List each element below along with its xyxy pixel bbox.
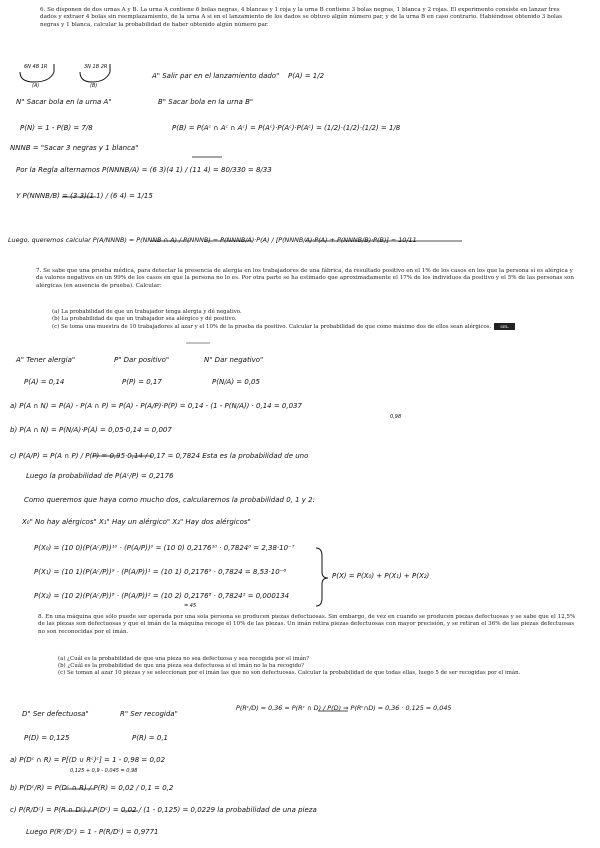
conditional-a: Por la Regla alternamos P(NNNB/A) = (6 3)(4 1) / (11 4) = 80/330 = 8/33 [16,166,272,174]
event-recogida: R" Ser recogida" [120,710,178,718]
prob-alergia: P(A) = 0,14 [24,378,65,386]
event-negativo: N" Dar negativo" [204,356,264,364]
prob-positivo: P(P) = 0,17 [122,378,162,386]
prob-x1: P(X₁) = (10 1)(P(Aᶜ/P))⁹ · (P(A/P))¹ = (10 1) 0,2176⁹ · 0,7824 = 8,53·10⁻⁶ [34,568,287,576]
prob-recogida: P(R) = 0,1 [132,734,168,742]
problem-6-statement: 6. Se disponen de dos urnas A y B. La urna A contiene 6 bolas negras, 4 blancas y 1 roja y la urna B contiene 3 bolas negras, 1 blanca y 2 rojas. El experimento consiste en lanzar tres dados y extraer 4 bolas sin reemplazamiento, de la urna A si en el lanzamiento de los dados se obtuvo algún número par, y de la urna B en caso contrario. Habiéndose obtenido 3 bolas negras y 1 blanca, calcular la probabilidad de haber obtenido algún número par. [40,7,563,28]
answer-7c-plan: Como queremos que haya como mucho dos, calcularemos la probabilidad 0, 1 y 2: [24,496,315,504]
prob-rc-given-d: P(Rᶜ/D) = 0,36 = P(Rᶜ ∩ D) / P(D) ⇒ P(Rᶜ∩D) = 0,36 · 0,125 = 0,045 [236,704,452,712]
answer-7b: b) P(A ∩ N) = P(N/A)·P(A) = 0,05·0,14 = 0,007 [10,426,172,434]
problem-7-statement: 7. Se sabe que una prueba médica, para detectar la presencia de alergia en los trabajadores de una fábrica, da resultado positivo en el 1% de los casos en los que la persona sí es alérgica y da valores negativos en un 99% de los casos en que la persona no lo es. Por otra parte se ha estimado que aproximadamente el 17% de los individuos da positivo y el 5% de las personas son alérgicas (en ausencia de prueba). Calcular: [36,268,575,289]
bayes-final: Luego, queremos calcular P(A/NNNB) = P(NNNB ∩ A) / P(NNNB) = P(NNNB/A)·P(A) / [P(NNNB/A)·P(A) + P(NNNB/B)·P(B)] = 10/11 [8,236,417,244]
urn-a-label: (A) [32,83,40,89]
problem-8-item-b: (b) ¿Cuál es la probabilidad de que una pieza sea defectuosa si el imán no la ha recogido? [58,663,305,669]
problem-7-item-a: (a) La probabilidad de que un trabajador tenga alergia y dé negativo. [52,309,242,315]
prob-a: P(A) = 1/2 [288,72,325,80]
event-defectuosa: D" Ser defectuosa" [22,710,89,718]
answer-7c: c) P(A/P) = P(A ∩ P) / P(P) = 0,95·0,14 / 0,17 = 0,7824 Esta es la probabilidad de uno [10,452,309,460]
prob-n: P(N) = 1 - P(B) = 7/8 [20,124,93,132]
problem-8-item-a: (a) ¿Cuál es la probabilidad de que una pieza no sea defectuosa y sea recogida por el imán? [58,656,310,662]
answer-8a: a) P(Dᶜ ∩ R) = P[(D ∪ Rᶜ)ᶜ] = 1 - 0,98 = 0,02 [10,756,166,764]
nnnb-definition: NNNB = "Sacar 3 negras y 1 blanca" [10,144,139,152]
problem-7-items [52,309,572,331]
event-b-definition: B" Sacar bola en la urna B" [158,98,254,106]
answer-7a-sub: 0,98 [390,414,402,420]
answer-8c: c) P(R/Dᶜ) = P(R ∩ Dᶜ) / P(Dᶜ) = 0,02 / (1 - 0,125) = 0,0229 la probabilidad de una pieza [10,806,317,814]
prob-x2: P(X₂) = (10 2)(P(Aᶜ/P))⁸ · (P(A/P))² = (10 2) 0,2176⁸ · 0,7824² = 0,000134 [34,592,290,600]
sum-x: P(X) = P(X₀) + P(X₁) + P(X₂) [332,572,430,580]
urn-a-contents: 6N 4B 1R [24,64,48,70]
answer-7a: a) P(A ∩ N) = P(A) - P(A ∩ P) = P(A) - P(A/P)·P(P) = 0,14 - (1 - P(N/A)) · 0,14 = 0,037 [10,402,302,410]
x-definitions: X₀" No hay alérgicos" X₁" Hay un alérgico" X₂" Hay dos alérgicos" [22,518,251,526]
prob-neg-given-alergia: P(N/A) = 0,05 [212,378,260,386]
problem-7-item-b: (b) La probabilidad de que un trabajador sea alérgico y dé positivo. [52,316,237,322]
redaction-mark: SEL [494,323,514,330]
problem-8-item-c: (c) Se toman al azar 10 piezas y se seleccionan por el imán las que no son defectuosas. Calcular la probabilidad de que todas ellas, luego 5 de ser recogidas por el imán. [58,670,521,676]
event-alergia: A" Tener alergia" [16,356,76,364]
problem-7-item-c: (c) Se toma una muestra de 10 trabajadores al azar y el 10% de la prueba da positivo. Calcular la probabilidad de que como máximo dos de ellos sean alérgicos. SEL [52,323,572,331]
prob-b-equation: P(B) = P(Aᶜ ∩ Aᶜ ∩ Aᶜ) = P(Aᶜ)·P(Aᶜ)·P(Aᶜ) = (1/2)·(1/2)·(1/2) = 1/8 [172,124,401,132]
event-n-definition: N" Sacar bola en la urna A" [16,98,112,106]
answer-8a-sub: 0,125 + 0,9 - 0,045 = 0,98 [70,768,138,774]
answer-7c-complement: Luego la probabilidad de P(Aᶜ/P) = 0,2176 [26,472,174,480]
urn-b-contents: 3N 1B 2R [84,64,108,70]
prob-x0: P(X₀) = (10 0)(P(Aᶜ/P))¹⁰ · (P(A/P))⁰ = (10 0) 0,2176¹⁰ · 0,7824⁰ = 2,38·10⁻⁷ [34,544,295,552]
answer-8b: b) P(Dᶜ/R) = P(Dᶜ ∩ R) / P(R) = 0,02 / 0,1 = 0,2 [10,784,174,792]
prob-defectuosa: P(D) = 0,125 [24,734,70,742]
problem-8-statement: 8. En una máquina que sólo puede ser operada por una sola persona se producen piezas defectuosas. Sin embargo, de vez en cuando se producen piezas defectuosas y se sabe que el 12,5% de las piezas son defectuosas y que el imán de la máquina recoge el 10% de las piezas. Un imán retira piezas defectuosas con mayor precisión, y se retiran el 36% de las piezas defectuosas no son reconocidas por el imán. [38,614,576,635]
problem-8-items [58,656,574,677]
answer-8c-complement: Luego P(Rᶜ/Dᶜ) = 1 - P(R/Dᶜ) = 0,9771 [26,828,159,836]
conditional-b: Y P(NNNB/B) = (3 3)(1 1) / (6 4) = 1/15 [16,192,153,200]
event-positivo: P" Dar positivo" [114,356,170,364]
urn-b-label: (B) [90,83,98,89]
prob-x2-sub: = 45 [184,603,197,609]
event-a-definition: A" Salir par en el lanzamiento dado" [152,72,280,80]
